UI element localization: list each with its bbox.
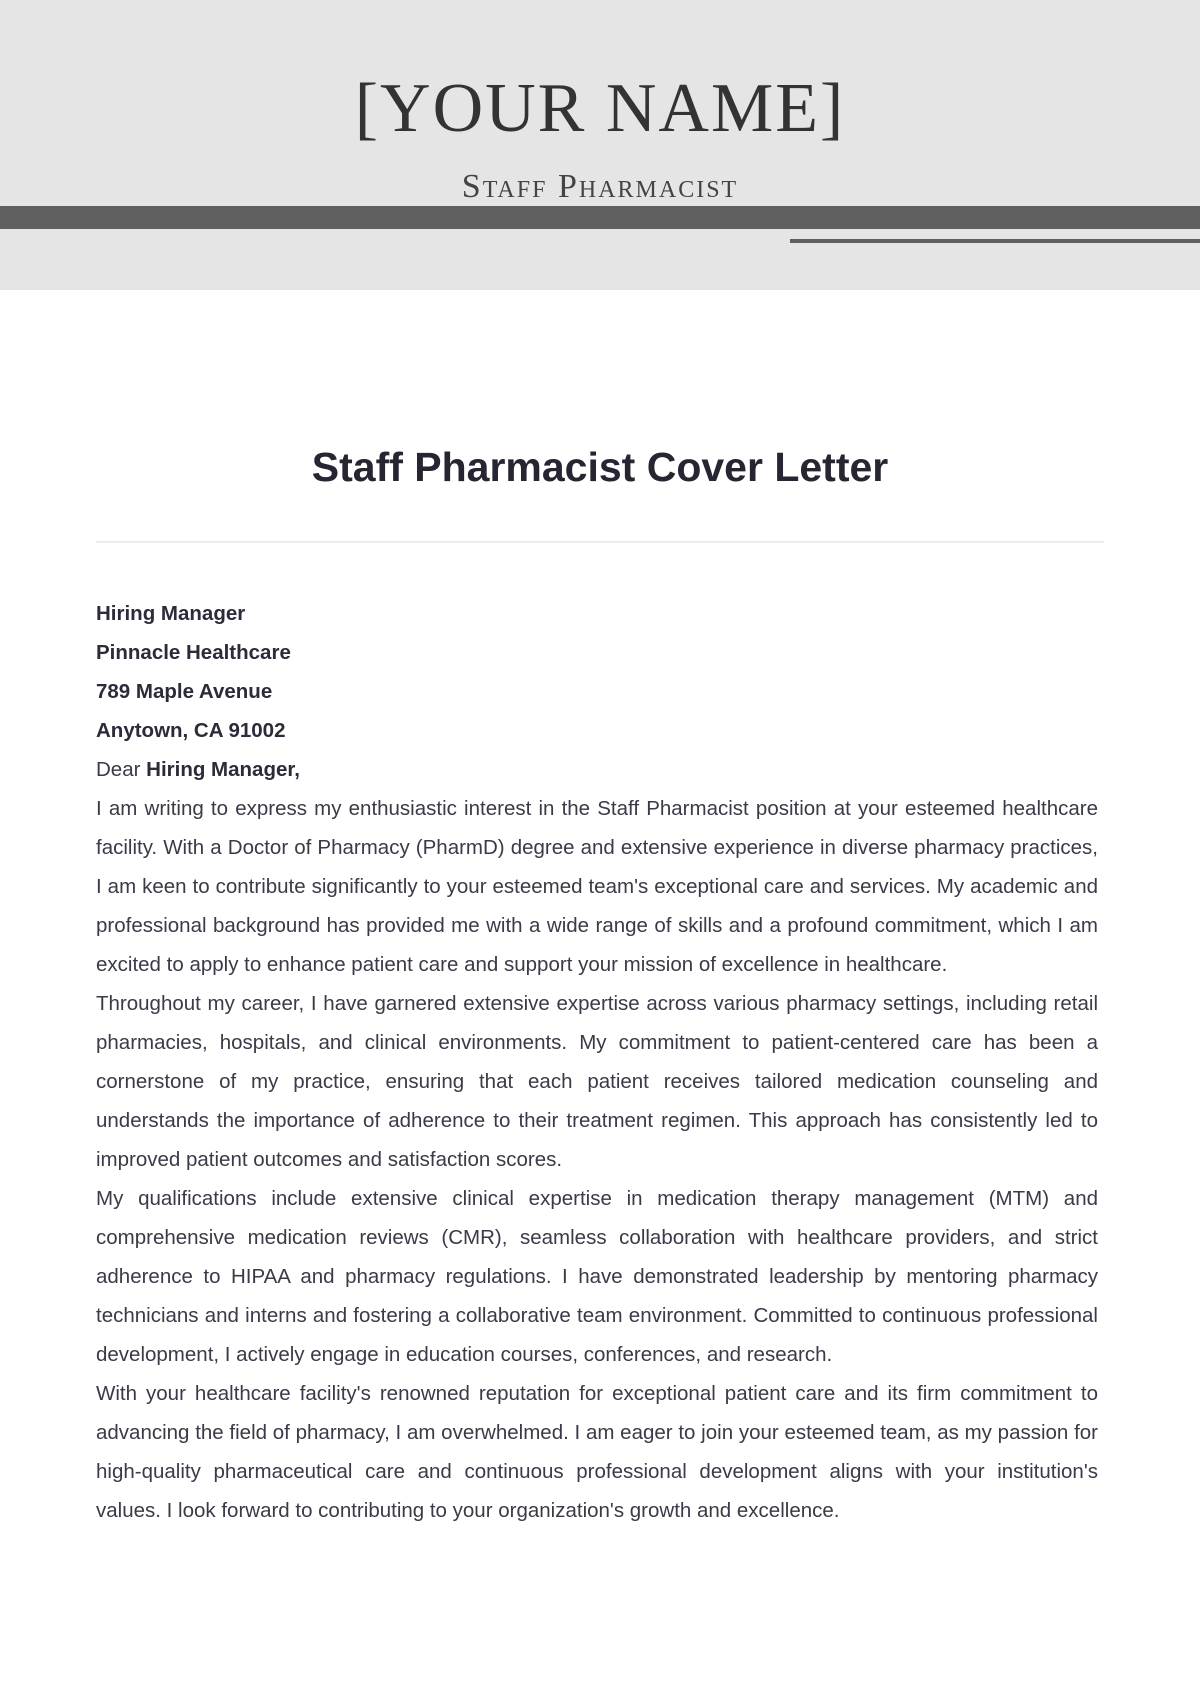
- paragraph-intro: I am writing to express my enthusiastic interest in the Staff Pharmacist position at your esteemed healthcare facility. With a Doctor of Pharmacy (PharmD) degree and extensive experience in diverse pharmacy practices, I am keen to contribute significantly to your esteemed team's exceptional care and services. My academic and professional background has provided me with a wide range of skills and a profound commitment, which I am excited to apply to enhance patient care and support your mission of excellence in healthcare.: [96, 797, 1098, 976]
- salutation-name: Hiring Manager,: [146, 758, 300, 781]
- title-divider: [96, 541, 1104, 543]
- sender-name: [YOUR NAME]: [354, 70, 846, 147]
- header-accent-line: [790, 239, 1200, 243]
- salutation: [96, 750, 1098, 789]
- sender-job-title: Staff Pharmacist: [461, 168, 739, 205]
- recipient-name: Hiring Manager: [96, 602, 246, 625]
- recipient-company: Pinnacle Healthcare: [96, 641, 291, 664]
- recipient-street: 789 Maple Avenue: [96, 680, 273, 703]
- document-title: Staff Pharmacist Cover Letter: [311, 444, 889, 490]
- paragraph-closing: With your healthcare facility's renowned reputation for exceptional patient care and its firm commitment to advancing the field of pharmacy, I am overwhelmed. I am eager to join your esteemed team, as my passion for high-quality pharmaceutical care and continuous professional development aligns with your institution's values. I look forward to contributing to your organization's growth and excellence.: [96, 1382, 1098, 1522]
- paragraph-qualifications: My qualifications include extensive clinical expertise in medication therapy management (MTM) and comprehensive medication reviews (CMR), seamless collaboration with healthcare providers, and strict adherence to HIPAA and pharmacy regulations. I have demonstrated leadership by mentoring pharmacy technicians and interns and fostering a collaborative team environment. Committed to continuous professional development, I actively engage in education courses, conferences, and research.: [96, 1187, 1098, 1366]
- recipient-city: Anytown, CA 91002: [96, 719, 286, 742]
- salutation-prefix: Dear: [96, 758, 147, 781]
- header-divider-bar: [0, 206, 1200, 229]
- letter-body: [96, 594, 1098, 1530]
- paragraph-experience: Throughout my career, I have garnered extensive expertise across various pharmacy settings, including retail pharmacies, hospitals, and clinical environments. My commitment to patient-centered care has been a cornerstone of my practice, ensuring that each patient receives tailored medication counseling and understands the importance of adherence to their treatment regimen. This approach has consistently led to improved patient outcomes and satisfaction scores.: [96, 992, 1098, 1171]
- letterhead-header: [0, 0, 1200, 290]
